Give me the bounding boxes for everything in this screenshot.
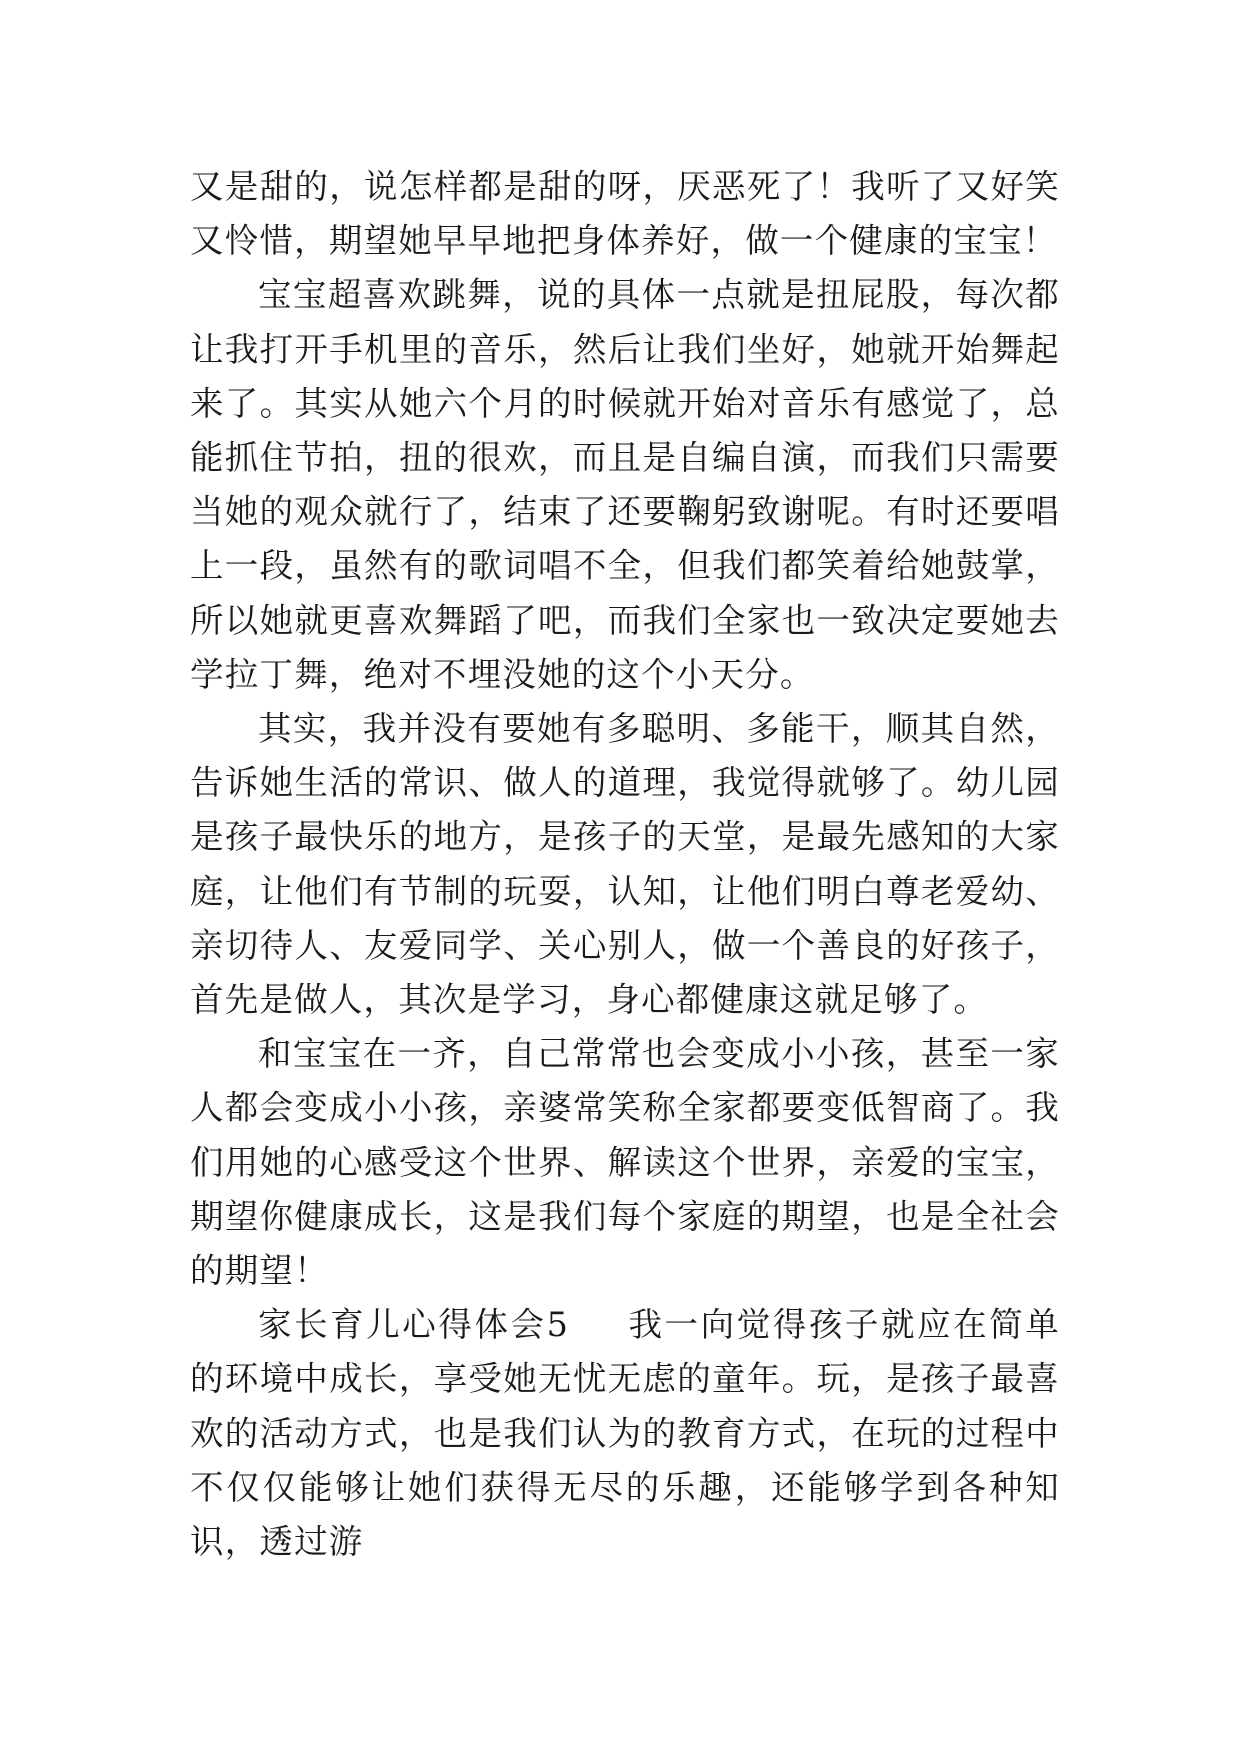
- section-heading: 家长育儿心得体会5: [258, 1305, 570, 1345]
- paragraph-2: 宝宝超喜欢跳舞，说的具体一点就是扭屁股，每次都让我打开手机里的音乐，然后让我们坐好，她就开始舞起来了。其实从她六个月的时候就开始对音乐有感觉了，总能抓住节拍，扭的很欢，而且是自编自演，而我们只需要当她的观众就行了，结束了还要鞠躬致谢呢。有时还要唱上一段，虽然有的歌词唱不全，但我们都笑着给她鼓掌，所以她就更喜欢舞蹈了吧，而我们全家也一致决定要她去学拉丁舞，绝对不埋没她的这个小天分。: [190, 275, 1060, 694]
- paragraph-4: 和宝宝在一齐，自己常常也会变成小小孩，甚至一家人都会变成小小孩，亲婆常笑称全家都要变低智商了。我们用她的心感受这个世界、解读这个世界，亲爱的宝宝，期望你健康成长，这是我们每个家庭的期望，也是全社会的期望！: [190, 1034, 1060, 1291]
- document-body: [190, 160, 1060, 1569]
- section-paragraph: [190, 1298, 1060, 1569]
- section-body: 我一向觉得孩子就应在简单的环境中成长，享受她无忧无虑的童年。玩，是孩子最喜欢的活动方式，也是我们认为的教育方式，在玩的过程中不仅仅能够让她们获得无尽的乐趣，还能够学到各种知识，透过游: [190, 1305, 1060, 1562]
- paragraph-1: 又是甜的，说怎样都是甜的呀，厌恶死了！我听了又好笑又怜惜，期望她早早地把身体养好，做一个健康的宝宝！: [190, 167, 1060, 261]
- paragraph-3: 其实，我并没有要她有多聪明、多能干，顺其自然，告诉她生活的常识、做人的道理，我觉得就够了。幼儿园是孩子最快乐的地方，是孩子的天堂，是最先感知的大家庭，让他们有节制的玩耍，认知，让他们明白尊老爱幼、亲切待人、友爱同学、关心别人，做一个善良的好孩子，首先是做人，其次是学习，身心都健康这就足够了。: [190, 709, 1060, 1020]
